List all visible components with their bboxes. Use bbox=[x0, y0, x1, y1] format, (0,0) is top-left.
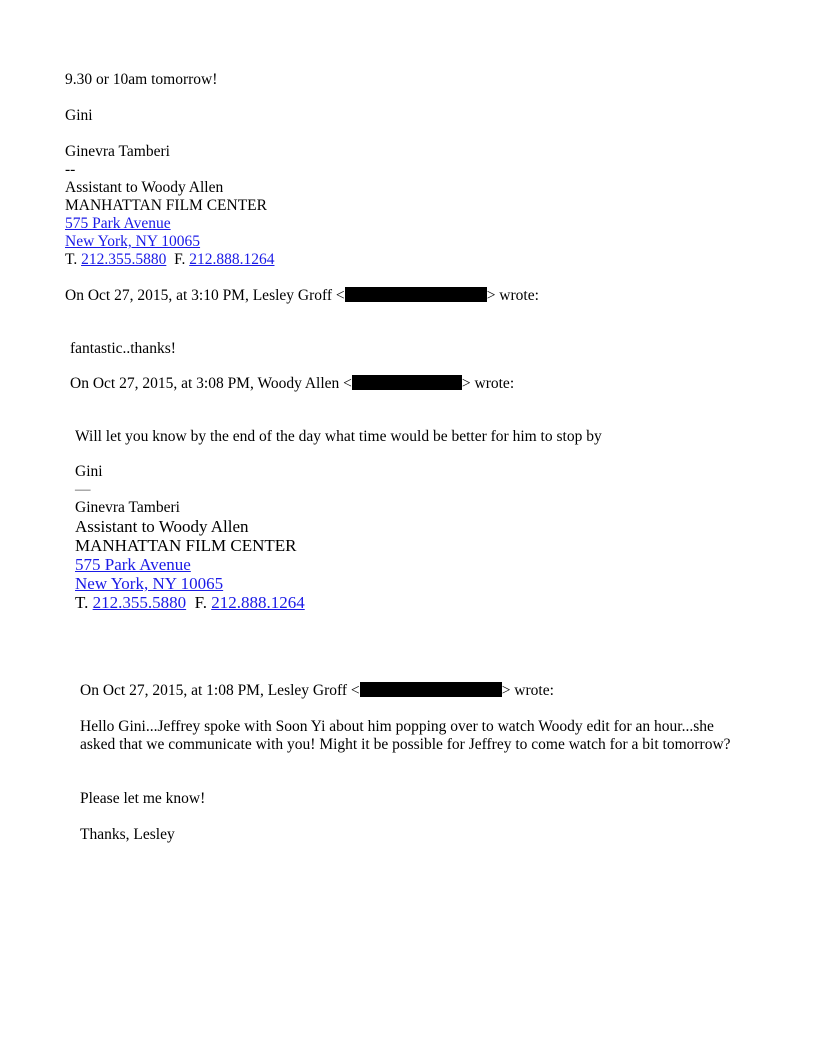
fax-label: F. bbox=[194, 593, 207, 612]
quote-line: Please let me know! bbox=[80, 790, 206, 807]
reply-text: 9.30 or 10am tomorrow! bbox=[65, 71, 218, 88]
phone-link[interactable]: 212.355.5880 bbox=[81, 251, 167, 268]
city-link[interactable]: New York, NY 10065 bbox=[65, 233, 201, 250]
signature-title: Assistant to Woody Allen bbox=[75, 517, 249, 536]
signature-org: MANHATTAN FILM CENTER bbox=[65, 197, 267, 214]
phone-line bbox=[65, 251, 274, 269]
fax-label: F. bbox=[174, 251, 186, 268]
city-link[interactable]: New York, NY 10065 bbox=[75, 574, 224, 593]
quote-header-suffix: > wrote: bbox=[486, 287, 539, 304]
phone-label: T. bbox=[75, 593, 89, 612]
quote-body: fantastic..thanks! bbox=[70, 340, 176, 357]
signature-org: MANHATTAN FILM CENTER bbox=[75, 536, 297, 555]
fax-link[interactable]: 212.888.1264 bbox=[211, 593, 305, 612]
quote-header bbox=[70, 375, 514, 393]
quote-body: Will let you know by the end of the day what time would be better for him to stop by bbox=[75, 428, 602, 445]
redaction-block bbox=[360, 682, 502, 697]
signature-name: Ginevra Tamberi bbox=[75, 499, 180, 516]
signoff: Gini bbox=[65, 107, 93, 124]
quote-body: Hello Gini...Jeffrey spoke with Soon Yi about him popping over to watch Woody edit for an hour...she asked that we communicate with you! Might it be possible for Jeffrey to come watch for a bit tomorrow? bbox=[80, 718, 731, 753]
fax-link[interactable]: 212.888.1264 bbox=[189, 251, 275, 268]
quote-header-suffix: > wrote: bbox=[501, 682, 554, 699]
redaction-block bbox=[345, 287, 487, 302]
address-link[interactable]: 575 Park Avenue bbox=[65, 215, 171, 232]
signoff: Thanks, Lesley bbox=[80, 826, 175, 843]
signoff: Gini bbox=[75, 463, 103, 480]
phone-label: T. bbox=[65, 251, 78, 268]
address-link[interactable]: 575 Park Avenue bbox=[75, 555, 191, 574]
signature-separator: -- bbox=[65, 161, 76, 178]
quote-header bbox=[80, 682, 554, 700]
phone-link[interactable]: 212.355.5880 bbox=[92, 593, 187, 612]
signature-title: Assistant to Woody Allen bbox=[65, 179, 224, 196]
quote-header-prefix: On Oct 27, 2015, at 3:08 PM, Woody Allen < bbox=[70, 375, 352, 392]
quote-header-prefix: On Oct 27, 2015, at 1:08 PM, Lesley Groff < bbox=[80, 682, 360, 699]
signature-separator: — bbox=[75, 481, 91, 498]
quote-header bbox=[65, 287, 539, 305]
quote-header-suffix: > wrote: bbox=[461, 375, 515, 392]
quote-header-prefix: On Oct 27, 2015, at 3:10 PM, Lesley Groff < bbox=[65, 287, 345, 304]
signature-name: Ginevra Tamberi bbox=[65, 143, 170, 160]
redaction-block bbox=[352, 375, 462, 390]
phone-line bbox=[75, 593, 305, 612]
